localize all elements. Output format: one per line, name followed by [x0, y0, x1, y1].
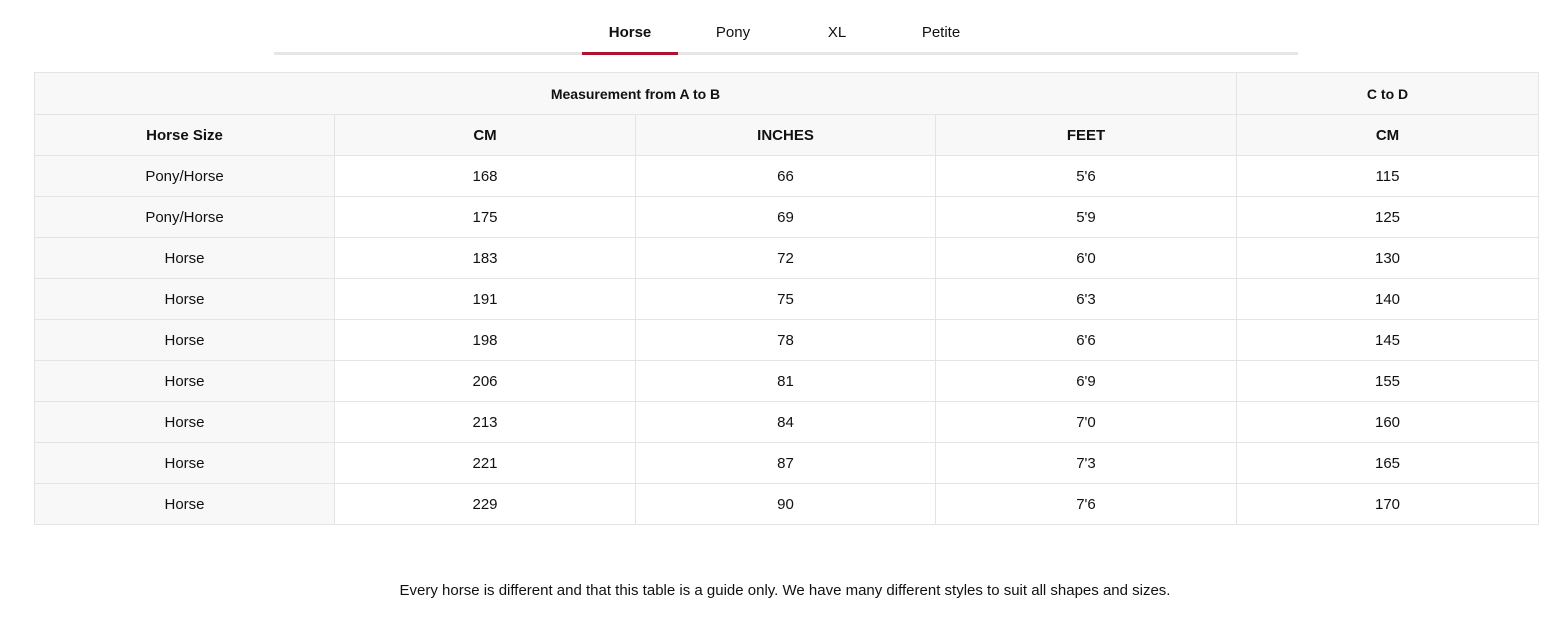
cm-cell: 221: [335, 443, 636, 484]
inches-cell: 81: [636, 361, 936, 402]
feet-cell: 6'3: [936, 279, 1237, 320]
group-header-c-to-d: C to D: [1237, 73, 1539, 115]
c-to-d-cm-cell: 165: [1237, 443, 1539, 484]
table-row: [35, 320, 1539, 361]
horse-size-cell: Horse: [35, 443, 335, 484]
inches-cell: 90: [636, 484, 936, 525]
column-header-horse-size: Horse Size: [35, 115, 335, 156]
inches-cell: 69: [636, 197, 936, 238]
horse-size-cell: Pony/Horse: [35, 156, 335, 197]
feet-cell: 6'9: [936, 361, 1237, 402]
cm-cell: 191: [335, 279, 636, 320]
size-chart-table: [34, 72, 1539, 525]
column-header-c-to-d-cm: CM: [1237, 115, 1539, 156]
horse-size-cell: Horse: [35, 402, 335, 443]
c-to-d-cm-cell: 115: [1237, 156, 1539, 197]
cm-cell: 168: [335, 156, 636, 197]
horse-size-cell: Horse: [35, 279, 335, 320]
table-row: [35, 197, 1539, 238]
inches-cell: 84: [636, 402, 936, 443]
column-header-inches: INCHES: [636, 115, 936, 156]
size-tabs: [274, 14, 1298, 56]
c-to-d-cm-cell: 160: [1237, 402, 1539, 443]
c-to-d-cm-cell: 140: [1237, 279, 1539, 320]
c-to-d-cm-cell: 130: [1237, 238, 1539, 279]
tabs-track: [274, 52, 1298, 55]
cm-cell: 213: [335, 402, 636, 443]
group-header-a-to-b: Measurement from A to B: [35, 73, 1237, 115]
feet-cell: 7'3: [936, 443, 1237, 484]
c-to-d-cm-cell: 145: [1237, 320, 1539, 361]
cm-cell: 229: [335, 484, 636, 525]
table-row: [35, 484, 1539, 525]
c-to-d-cm-cell: 125: [1237, 197, 1539, 238]
cm-cell: 183: [335, 238, 636, 279]
feet-cell: 6'6: [936, 320, 1237, 361]
inches-cell: 87: [636, 443, 936, 484]
table-row: [35, 156, 1539, 197]
feet-cell: 5'9: [936, 197, 1237, 238]
feet-cell: 7'6: [936, 484, 1237, 525]
table-row: [35, 443, 1539, 484]
table-row: [35, 361, 1539, 402]
horse-size-cell: Pony/Horse: [35, 197, 335, 238]
horse-size-cell: Horse: [35, 320, 335, 361]
feet-cell: 5'6: [936, 156, 1237, 197]
horse-size-cell: Horse: [35, 484, 335, 525]
group-header-row: [35, 73, 1539, 115]
inches-cell: 72: [636, 238, 936, 279]
tab-petite[interactable]: Petite: [921, 24, 961, 41]
column-header-cm: CM: [335, 115, 636, 156]
feet-cell: 7'0: [936, 402, 1237, 443]
horse-size-cell: Horse: [35, 238, 335, 279]
tab-pony[interactable]: Pony: [715, 24, 751, 41]
c-to-d-cm-cell: 170: [1237, 484, 1539, 525]
horse-size-cell: Horse: [35, 361, 335, 402]
inches-cell: 66: [636, 156, 936, 197]
c-to-d-cm-cell: 155: [1237, 361, 1539, 402]
tab-xl[interactable]: XL: [827, 24, 847, 41]
column-header-row: [35, 115, 1539, 156]
footnote: Every horse is different and that this table is a guide only. We have many different styles to suit all shapes and sizes.: [399, 582, 1171, 599]
cm-cell: 206: [335, 361, 636, 402]
table-row: [35, 279, 1539, 320]
tab-horse[interactable]: Horse: [582, 14, 678, 55]
inches-cell: 75: [636, 279, 936, 320]
inches-cell: 78: [636, 320, 936, 361]
table-row: [35, 402, 1539, 443]
column-header-feet: FEET: [936, 115, 1237, 156]
cm-cell: 175: [335, 197, 636, 238]
cm-cell: 198: [335, 320, 636, 361]
table-row: [35, 238, 1539, 279]
feet-cell: 6'0: [936, 238, 1237, 279]
